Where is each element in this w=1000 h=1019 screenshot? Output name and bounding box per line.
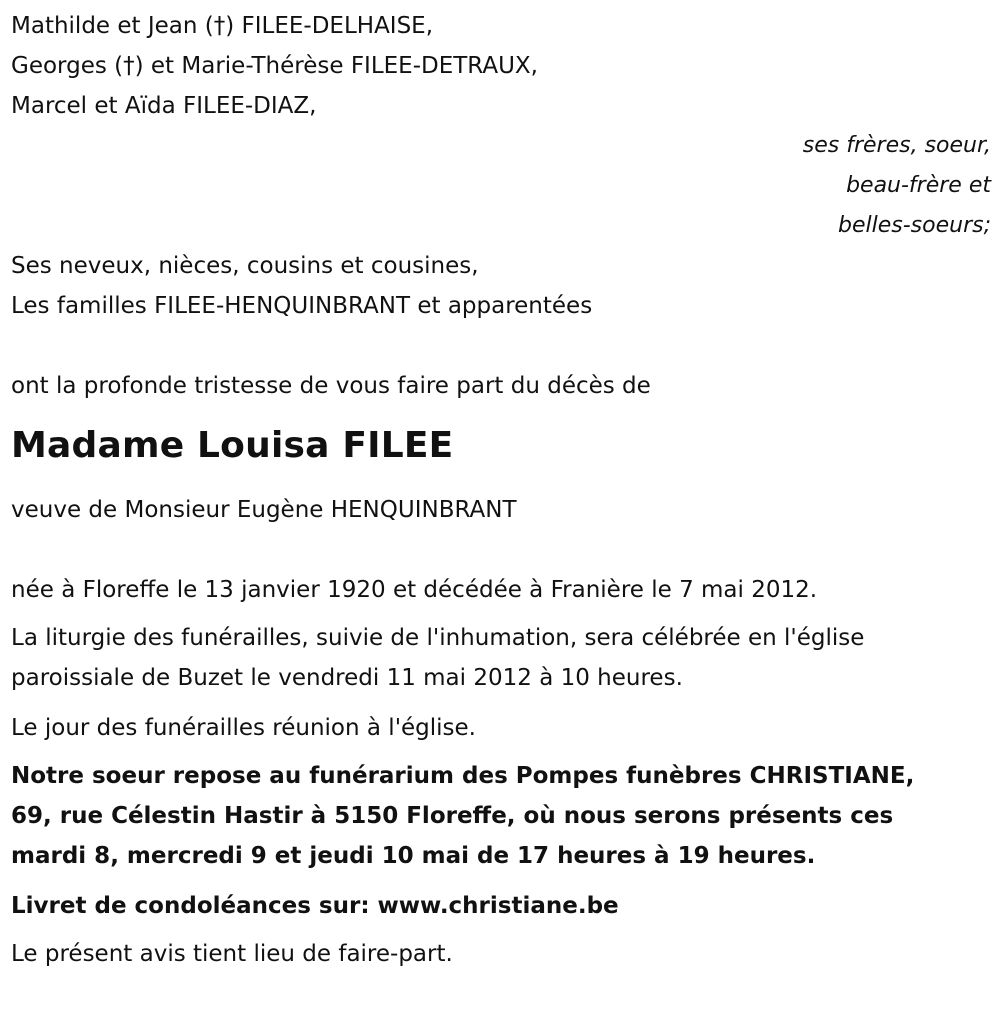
family-line-delhaise: Mathilde et Jean (†) FILEE-DELHAISE, — [11, 13, 434, 39]
liturgy-line-2: paroissiale de Buzet le vendredi 11 mai 2012 à 10 heures. — [11, 665, 683, 691]
relation-sisters-in-law: belles-soeurs; — [838, 213, 991, 238]
family-line-diaz: Marcel et Aïda FILEE-DIAZ, — [11, 93, 317, 119]
meeting-text: Le jour des funérailles réunion à l'église. — [11, 715, 476, 741]
rest-line-3: mardi 8, mercredi 9 et jeudi 10 mai de 17 heures à 19 heures. — [11, 843, 816, 869]
rest-line-1: Notre soeur repose au funérarium des Pompes funèbres CHRISTIANE, — [11, 763, 915, 789]
obituary-notice — [11, 6, 991, 974]
widow-of-text: veuve de Monsieur Eugène HENQUINBRANT — [11, 497, 517, 523]
relation-siblings: ses frères, soeur, — [802, 133, 991, 158]
relation-brother-in-law: beau-frère et — [846, 173, 991, 198]
announcement-text: ont la profonde tristesse de vous faire part du décès de — [11, 373, 651, 399]
birth-death-text: née à Floreffe le 13 janvier 1920 et décédée à Franière le 7 mai 2012. — [11, 577, 818, 603]
family-line-nephews: Ses neveux, nièces, cousins et cousines, — [11, 253, 479, 279]
family-line-detraux: Georges (†) et Marie-Thérèse FILEE-DETRAUX, — [11, 53, 538, 79]
family-line-henquinbrant: Les familles FILEE-HENQUINBRANT et apparentées — [11, 293, 593, 319]
condolences-link-text: Livret de condoléances sur: www.christiane.be — [11, 893, 619, 919]
liturgy-line-1: La liturgie des funérailles, suivie de l'inhumation, sera célébrée en l'église — [11, 625, 865, 651]
notice-text: Le présent avis tient lieu de faire-part. — [11, 941, 453, 967]
deceased-name: Madame Louisa FILEE — [11, 425, 454, 466]
rest-line-2: 69, rue Célestin Hastir à 5150 Floreffe, où nous serons présents ces — [11, 803, 894, 829]
